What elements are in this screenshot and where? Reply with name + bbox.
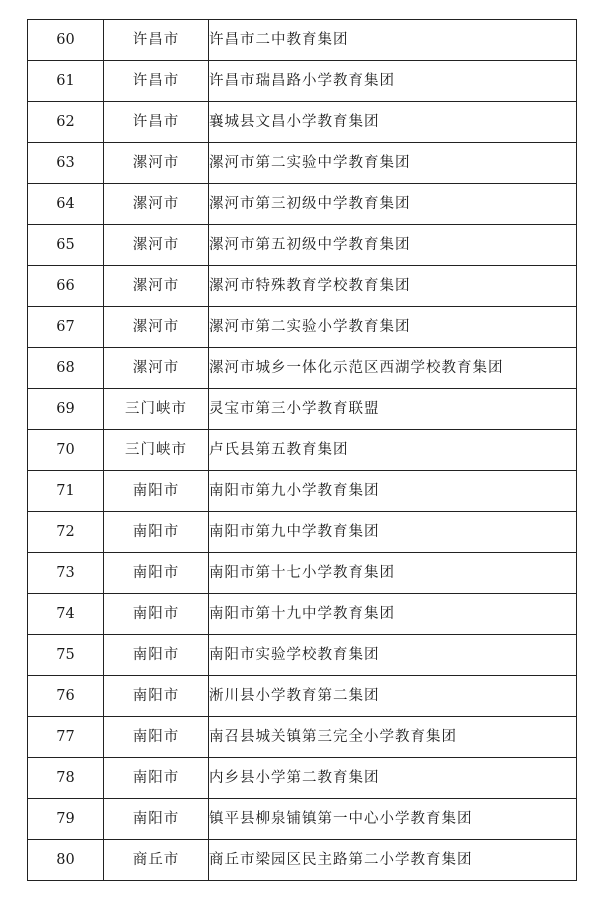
row-number: 77 <box>28 717 104 758</box>
table-row <box>28 717 577 758</box>
row-city: 南阳市 <box>104 471 209 512</box>
row-number: 65 <box>28 225 104 266</box>
row-number: 70 <box>28 430 104 471</box>
row-group-name: 漯河市第五初级中学教育集团 <box>209 225 577 266</box>
table-row <box>28 676 577 717</box>
row-group-name: 襄城县文昌小学教育集团 <box>209 102 577 143</box>
row-group-name: 内乡县小学第二教育集团 <box>209 758 577 799</box>
table-row <box>28 389 577 430</box>
row-number: 69 <box>28 389 104 430</box>
row-number: 79 <box>28 799 104 840</box>
row-city: 南阳市 <box>104 635 209 676</box>
table-row <box>28 184 577 225</box>
row-group-name: 镇平县柳泉铺镇第一中心小学教育集团 <box>209 799 577 840</box>
row-city: 南阳市 <box>104 799 209 840</box>
row-number: 73 <box>28 553 104 594</box>
table-row <box>28 307 577 348</box>
row-group-name: 灵宝市第三小学教育联盟 <box>209 389 577 430</box>
row-group-name: 南阳市第九小学教育集团 <box>209 471 577 512</box>
row-number: 62 <box>28 102 104 143</box>
row-number: 72 <box>28 512 104 553</box>
row-group-name: 商丘市梁园区民主路第二小学教育集团 <box>209 840 577 881</box>
row-number: 78 <box>28 758 104 799</box>
row-number: 60 <box>28 20 104 61</box>
row-group-name: 许昌市瑞昌路小学教育集团 <box>209 61 577 102</box>
table-row <box>28 430 577 471</box>
row-city: 三门峡市 <box>104 389 209 430</box>
row-city: 漯河市 <box>104 143 209 184</box>
row-city: 南阳市 <box>104 758 209 799</box>
row-number: 66 <box>28 266 104 307</box>
row-number: 75 <box>28 635 104 676</box>
row-number: 63 <box>28 143 104 184</box>
row-group-name: 漯河市第三初级中学教育集团 <box>209 184 577 225</box>
row-group-name: 漯河市第二实验中学教育集团 <box>209 143 577 184</box>
table-row <box>28 143 577 184</box>
table-row <box>28 471 577 512</box>
row-city: 漯河市 <box>104 348 209 389</box>
row-city: 南阳市 <box>104 553 209 594</box>
table-row <box>28 61 577 102</box>
table-row <box>28 102 577 143</box>
row-number: 76 <box>28 676 104 717</box>
row-number: 67 <box>28 307 104 348</box>
row-city: 南阳市 <box>104 676 209 717</box>
row-number: 74 <box>28 594 104 635</box>
row-group-name: 漯河市特殊教育学校教育集团 <box>209 266 577 307</box>
row-number: 61 <box>28 61 104 102</box>
row-number: 80 <box>28 840 104 881</box>
row-group-name: 南阳市第十七小学教育集团 <box>209 553 577 594</box>
row-number: 71 <box>28 471 104 512</box>
row-city: 商丘市 <box>104 840 209 881</box>
table-body <box>28 20 577 881</box>
row-group-name: 许昌市二中教育集团 <box>209 20 577 61</box>
row-city: 漯河市 <box>104 266 209 307</box>
table-row <box>28 512 577 553</box>
row-group-name: 淅川县小学教育第二集团 <box>209 676 577 717</box>
row-group-name: 南召县城关镇第三完全小学教育集团 <box>209 717 577 758</box>
row-city: 许昌市 <box>104 102 209 143</box>
row-city: 漯河市 <box>104 225 209 266</box>
table-row <box>28 635 577 676</box>
row-group-name: 漯河市第二实验小学教育集团 <box>209 307 577 348</box>
table-row <box>28 594 577 635</box>
row-number: 64 <box>28 184 104 225</box>
row-number: 68 <box>28 348 104 389</box>
row-group-name: 南阳市第十九中学教育集团 <box>209 594 577 635</box>
table-row <box>28 266 577 307</box>
table-row <box>28 20 577 61</box>
row-city: 许昌市 <box>104 20 209 61</box>
row-city: 许昌市 <box>104 61 209 102</box>
row-city: 漯河市 <box>104 184 209 225</box>
row-city: 漯河市 <box>104 307 209 348</box>
table-row <box>28 758 577 799</box>
row-city: 三门峡市 <box>104 430 209 471</box>
table-row <box>28 553 577 594</box>
row-group-name: 南阳市实验学校教育集团 <box>209 635 577 676</box>
row-group-name: 南阳市第九中学教育集团 <box>209 512 577 553</box>
table-row <box>28 799 577 840</box>
row-group-name: 卢氏县第五教育集团 <box>209 430 577 471</box>
row-city: 南阳市 <box>104 512 209 553</box>
education-groups-table <box>27 19 577 881</box>
table-row <box>28 840 577 881</box>
row-city: 南阳市 <box>104 717 209 758</box>
row-group-name: 漯河市城乡一体化示范区西湖学校教育集团 <box>209 348 577 389</box>
table-row <box>28 348 577 389</box>
table-row <box>28 225 577 266</box>
row-city: 南阳市 <box>104 594 209 635</box>
